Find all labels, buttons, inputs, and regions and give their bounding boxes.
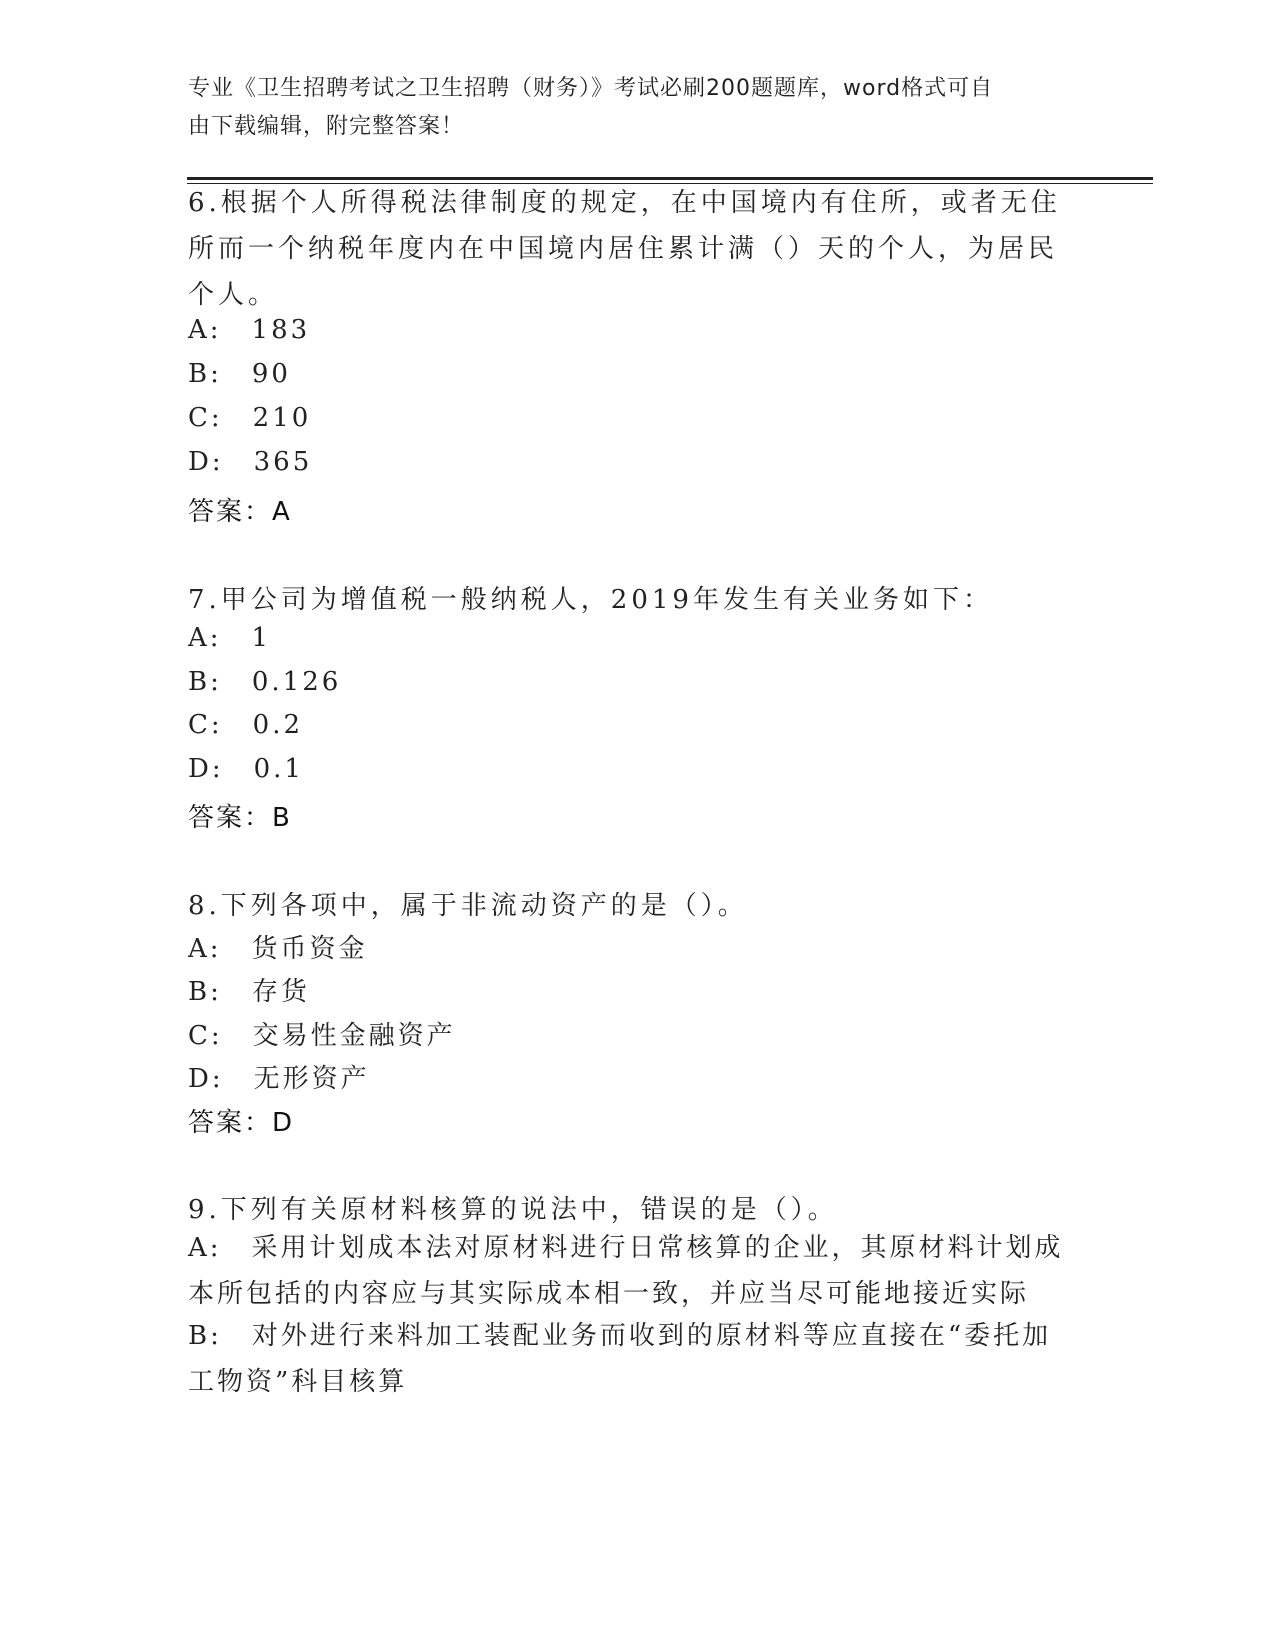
option-text: 货币资金 [251,934,368,964]
option-text: 0.126 [251,667,342,697]
question-6-option-b [188,359,291,389]
option-key: A: [188,934,222,964]
question-8-option-d [188,1058,370,1095]
option-text: 183 [251,315,311,345]
option-key: A: [188,1233,222,1263]
question-9-stem: 9.下列有关原材料核算的说法中，错误的是（）。 [188,1195,838,1225]
question-8-option-b [188,971,310,1008]
header-line-2: 由下载编辑，附完整答案！ [188,114,465,139]
header-line-1: 专业《卫生招聘考试之卫生招聘（财务）》考试必刷200题题库，word格式可自 [188,76,994,101]
option-key: C: [188,1021,223,1051]
option-text: 0.1 [253,754,304,784]
option-key: D: [188,754,224,784]
option-text: 对外进行来料加工装配业务而收到的原材料等应直接在“委托加工物资”科目核算 [188,1321,1052,1397]
option-text: 1 [251,623,272,653]
option-text: 90 [251,359,291,389]
question-8-option-c [188,1015,456,1052]
question-7-option-c [188,710,303,740]
option-key: B: [188,359,222,389]
option-key: D: [188,1064,224,1094]
question-7-stem: 7.甲公司为增值税一般纳税人，2019年发生有关业务如下： [188,585,993,615]
option-key: C: [188,403,223,433]
question-8-option-a [188,928,368,965]
question-7-option-a [188,623,271,653]
option-key: C: [188,710,223,740]
question-7-answer: 答案：B [188,803,292,833]
option-key: B: [188,977,222,1007]
option-key: D: [188,447,224,477]
option-text: 采用计划成本法对原材料进行日常核算的企业，其原材料计划成本所包括的内容应与其实际成本相一致，并应当尽可能地接近实际 [188,1233,1064,1309]
option-text: 210 [252,403,312,433]
question-7-option-d [188,754,304,784]
option-text: 0.2 [252,710,304,740]
question-6-answer: 答案：A [188,497,292,527]
option-key: B: [188,1321,222,1351]
question-6-option-c [188,403,311,433]
option-text: 存货 [251,977,310,1007]
option-key: A: [188,315,222,345]
option-key: A: [188,623,222,653]
question-6-option-d [188,447,312,477]
question-6-stem: 6.根据个人所得税法律制度的规定，在中国境内有住所，或者无住所而一个纳税年度内在中国境内居住累计满（）天的个人，为居民个人。 [188,188,1061,310]
document-header [188,70,1068,146]
question-9-option-a [188,1225,1078,1317]
question-9-option-b [188,1313,1078,1405]
question-8-stem: 8.下列各项中，属于非流动资产的是（）。 [188,891,748,921]
option-key: B: [188,667,222,697]
option-text: 365 [253,447,313,477]
question-6-option-a [188,315,310,345]
option-text: 交易性金融资产 [252,1021,456,1051]
question-7-option-b [188,667,341,697]
question-8-answer: 答案：D [188,1108,295,1138]
option-text: 无形资产 [253,1064,370,1094]
